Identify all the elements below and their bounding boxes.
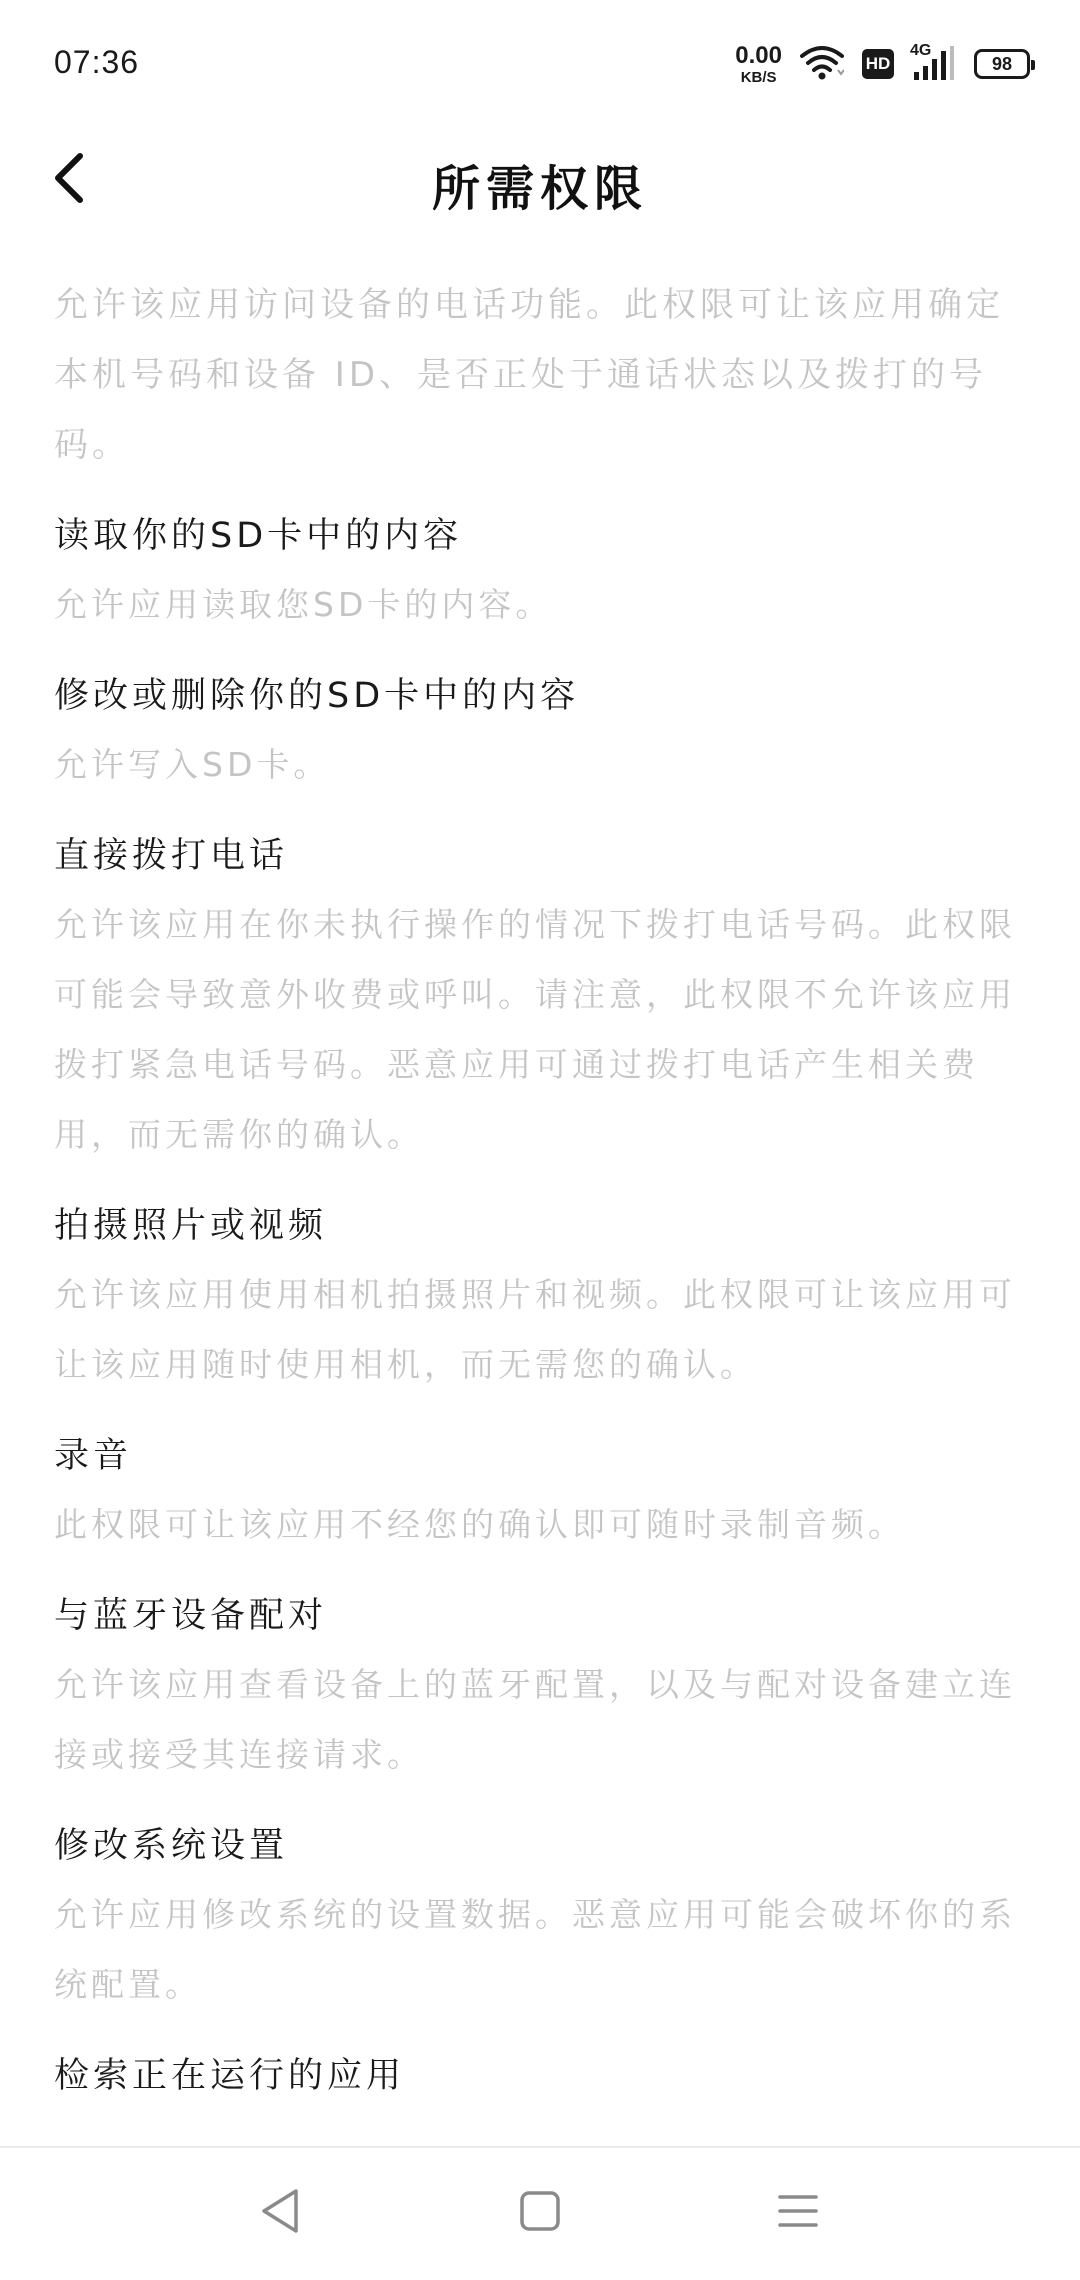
nav-home-button[interactable]	[500, 2178, 580, 2248]
nav-back-button[interactable]	[240, 2178, 320, 2248]
status-time: 07:36	[54, 44, 140, 80]
permission-item	[54, 1428, 1026, 1560]
page-header	[0, 130, 1080, 230]
permission-description: 允许该应用查看设备上的蓝牙配置，以及与配对设备建立连接或接受其连接请求。	[54, 1665, 1016, 1774]
permission-item	[54, 1818, 1026, 2020]
system-nav-bar	[0, 2146, 1080, 2280]
status-bar	[0, 0, 1080, 130]
network-speed	[735, 41, 782, 86]
permissions-list[interactable]	[54, 270, 1026, 2146]
permission-description: 允许应用修改系统的设置数据。恶意应用可能会破坏你的系统配置。	[54, 1895, 1016, 2004]
network-speed-unit: KB/S	[740, 68, 777, 86]
wifi-icon	[800, 44, 844, 84]
network-speed-value: 0.00	[735, 41, 782, 69]
hd-icon: HD	[862, 49, 894, 79]
battery-icon: 98	[974, 49, 1030, 79]
intro-description: 允许该应用访问设备的电话功能。此权限可让该应用确定本机号码和设备 ID、是否正处于通话状态以及拨打的号码。	[54, 285, 1004, 465]
network-type-label: 4G	[910, 42, 932, 59]
permission-title: 修改系统设置	[54, 1826, 289, 1866]
permission-item	[54, 668, 1026, 800]
home-square-icon	[518, 2189, 562, 2237]
signal-icon	[910, 42, 956, 82]
permission-description: 此权限可让该应用不经您的确认即可随时录制音频。	[54, 1505, 905, 1544]
permission-title: 录音	[54, 1436, 133, 1476]
permission-description: 允许应用读取您SD卡的内容。	[54, 585, 553, 624]
permission-description: 允许该应用使用相机拍摄照片和视频。此权限可让该应用可让该应用随时使用相机，而无需您的确认。	[54, 1275, 1016, 1384]
permission-item	[54, 1198, 1026, 1400]
nav-menu-button[interactable]	[758, 2178, 838, 2248]
menu-lines-icon	[776, 2191, 820, 2235]
permission-title: 检索正在运行的应用	[54, 2056, 406, 2096]
permission-description: 允许写入SD卡。	[54, 745, 331, 784]
permission-title: 直接拨打电话	[54, 836, 289, 876]
page-title: 所需权限	[431, 161, 648, 217]
permission-title: 拍摄照片或视频	[54, 1206, 328, 1246]
permission-title: 读取你的SD卡中的内容	[54, 516, 463, 556]
permission-description: 允许该应用在你未执行操作的情况下拨打电话号码。此权限可能会导致意外收费或呼叫。请注意，此权限不允许该应用拨打紧急电话号码。恶意应用可通过拨打电话产生相关费用，而无需你的确认。	[54, 905, 1016, 1154]
permission-title: 与蓝牙设备配对	[54, 1596, 328, 1636]
permission-item	[54, 2048, 1026, 2104]
status-icons	[735, 40, 1030, 88]
permission-item	[54, 828, 1026, 1170]
permission-item	[54, 508, 1026, 640]
permission-item	[54, 1588, 1026, 1790]
permission-title: 修改或删除你的SD卡中的内容	[54, 676, 580, 716]
back-triangle-icon	[258, 2187, 302, 2239]
